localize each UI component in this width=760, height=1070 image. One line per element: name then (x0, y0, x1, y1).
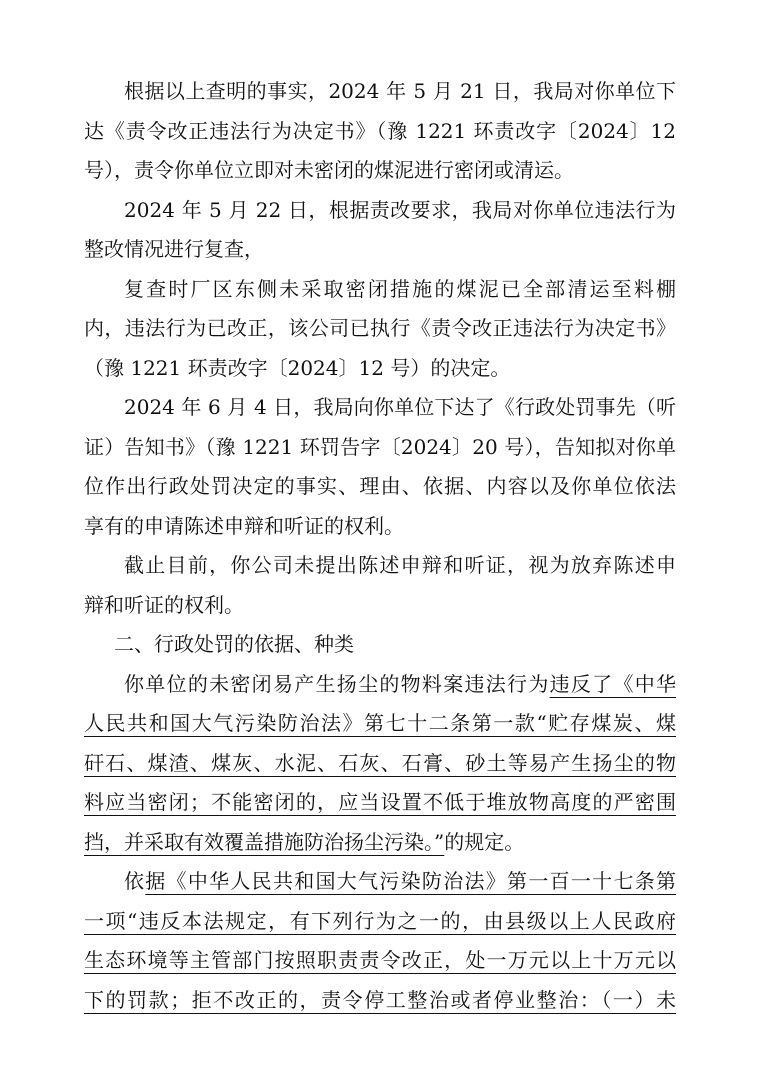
paragraph-6-underlined-5: 挡，并采取有效覆盖措施防治扬尘污染。” (84, 829, 445, 854)
paragraph-6-underlined-4: 料应当密闭；不能密闭的，应当设置不低于堆放物高度的严密围 (84, 790, 676, 814)
paragraph-7-prefix: 依 (124, 869, 146, 893)
paragraph-6-prefix: 你单位的未密闭易产生扬尘的物料案违法行为 (124, 671, 550, 696)
paragraph-7-line-3 (84, 941, 676, 981)
paragraph-7-underlined-3: 生态环境等主管部门按照职责责令改正，处一万元以上十万元以 (84, 948, 676, 972)
paragraph-1-line-2: 达《责令改正违法行为决定书》（豫 1221 环责改字〔2024〕12 (84, 118, 676, 143)
paragraph-6-suffix: 的规定。 (444, 829, 525, 854)
paragraph-5-line-2: 辩和听证的权利。 (84, 592, 244, 617)
paragraph-7-underlined-start: 据《中华人民共和国大气污染防治法》第一百一十七条第 (145, 869, 677, 893)
paragraph-3-line-3: （豫 1221 环责改字〔2024〕12 号）的决定。 (84, 355, 511, 380)
paragraph-6-line-4 (84, 783, 676, 823)
paragraph-7-line-4 (84, 981, 676, 1021)
paragraph-4-line-3: 位作出行政处罚决定的事实、理由、依据、内容以及你单位依法 (84, 474, 676, 498)
paragraph-4-line-4: 享有的申请陈述申辩和听证的权利。 (84, 513, 404, 538)
paragraph-6-underlined-3: 矸石、煤渣、煤灰、水泥、石灰、石膏、砂土等易产生扬尘的物 (84, 750, 676, 775)
paragraph-6-line-1 (84, 665, 676, 705)
paragraph-3-line-2: 内，违法行为已改正，该公司已执行《责令改正违法行为决定书》 (84, 316, 676, 340)
paragraph-7-underlined-4: 下的罚款；拒不改正的，责令停工整治或者停业整治：（一）未 (84, 987, 676, 1012)
paragraph-7-underlined-2: 一项“违反本法规定，有下列行为之一的，由县级以上人民政府 (84, 908, 676, 933)
paragraph-1-line-3: 号），责令你单位立即对未密闭的煤泥进行密闭或清运。 (84, 158, 574, 182)
paragraph-2-line-2: 整改情况进行复查， (84, 237, 264, 261)
paragraph-6-line-5 (84, 823, 676, 863)
paragraph-7-line-1 (84, 862, 676, 902)
paragraph-2-line-1: 2024 年 5 月 22 日，根据责改要求，我局对你单位违法行为 (124, 197, 676, 222)
paragraph-4-line-1: 2024 年 6 月 4 日，我局向你单位下达了《行政处罚事先（听 (124, 395, 676, 419)
paragraph-5-line-1: 截止目前，你公司未提出陈述申辩和听证，视为放弃陈述申 (124, 553, 676, 577)
paragraph-7-line-2 (84, 902, 676, 942)
paragraph-6-underlined-2: 人民共和国大气污染防治法》第七十二条第一款“贮存煤炭、煤 (84, 711, 676, 735)
paragraph-6-line-2 (84, 704, 676, 744)
paragraph-6-underlined-start: 违反了《中华 (549, 671, 677, 696)
paragraph-1-line-1: 根据以上查明的事实，2024 年 5 月 21 日，我局对你单位下 (124, 79, 676, 103)
section-heading: 二、行政处罚的依据、种类 (114, 632, 354, 656)
paragraph-4-line-2: 证）告知书》（豫 1221 环罚告字〔2024〕20 号），告知拟对你单 (84, 434, 676, 459)
paragraph-3-line-1: 复查时厂区东侧未采取密闭措施的煤泥已全部清运至料棚 (124, 276, 676, 301)
paragraph-6-line-3 (84, 744, 676, 784)
